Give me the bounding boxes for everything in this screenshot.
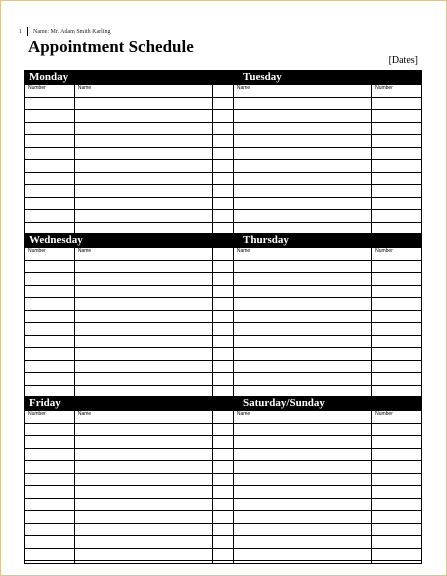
separator-cell — [213, 423, 234, 436]
number-cell-right[interactable] — [372, 210, 422, 223]
number-cell-right[interactable] — [372, 486, 422, 499]
name-cell-right[interactable] — [233, 511, 371, 524]
separator-cell — [213, 511, 234, 524]
table-row — [25, 197, 422, 210]
separator-cell — [213, 448, 234, 461]
column-header-number-right: Number — [372, 248, 422, 261]
name-cell-right[interactable] — [233, 498, 371, 511]
separator-cell — [213, 548, 234, 561]
table-row — [25, 298, 422, 311]
table-row — [25, 360, 422, 373]
footer-cell — [372, 561, 422, 564]
name-cell-right[interactable] — [233, 436, 371, 449]
number-cell-right[interactable] — [372, 473, 422, 486]
number-cell-left[interactable] — [25, 348, 75, 361]
table-row — [25, 348, 422, 361]
number-cell-right[interactable] — [372, 548, 422, 561]
table-row — [25, 423, 422, 436]
schedule-block-friday-weekend — [24, 396, 422, 564]
separator-cell — [213, 373, 234, 386]
name-cell-left[interactable] — [74, 523, 212, 536]
table-footer-row — [25, 561, 422, 564]
name-cell-left[interactable] — [74, 97, 212, 110]
table-row — [25, 523, 422, 536]
separator-cell — [213, 210, 234, 223]
name-cell-right[interactable] — [233, 185, 371, 198]
separator-cell — [213, 273, 234, 286]
name-cell-right[interactable] — [233, 110, 371, 123]
table-header-row — [25, 248, 422, 261]
table-row — [25, 448, 422, 461]
number-cell-left[interactable] — [25, 185, 75, 198]
table-row — [25, 323, 422, 336]
column-header-number-left: Number — [25, 85, 75, 98]
separator-cell — [213, 298, 234, 311]
number-cell-right[interactable] — [372, 523, 422, 536]
day-header-bar — [24, 233, 422, 247]
number-cell-right[interactable] — [372, 335, 422, 348]
number-cell-left[interactable] — [25, 310, 75, 323]
name-cell-right[interactable] — [233, 197, 371, 210]
table-row — [25, 147, 422, 160]
separator-cell — [213, 85, 234, 98]
name-cell-right[interactable] — [233, 285, 371, 298]
number-cell-left[interactable] — [25, 135, 75, 148]
table-row — [25, 273, 422, 286]
number-cell-left[interactable] — [25, 110, 75, 123]
name-cell-left[interactable] — [74, 298, 212, 311]
table-row — [25, 335, 422, 348]
table-row — [25, 172, 422, 185]
separator-cell — [213, 360, 234, 373]
name-cell-right[interactable] — [233, 147, 371, 160]
name-cell-left[interactable] — [74, 436, 212, 449]
name-cell-right[interactable] — [233, 448, 371, 461]
number-cell-right[interactable] — [372, 310, 422, 323]
number-cell-left[interactable] — [25, 548, 75, 561]
name-cell-left[interactable] — [74, 473, 212, 486]
number-cell-left[interactable] — [25, 448, 75, 461]
column-header-name-left: Name — [74, 248, 212, 261]
name-cell-left[interactable] — [74, 360, 212, 373]
footer-cell — [25, 561, 75, 564]
column-header-name-left: Name — [74, 85, 212, 98]
separator-cell — [213, 285, 234, 298]
table-row — [25, 548, 422, 561]
separator-cell — [213, 248, 234, 261]
table-row — [25, 373, 422, 386]
separator-cell — [213, 348, 234, 361]
name-cell-right[interactable] — [233, 210, 371, 223]
number-cell-right[interactable] — [372, 360, 422, 373]
name-cell-right[interactable] — [233, 310, 371, 323]
number-cell-left[interactable] — [25, 285, 75, 298]
name-cell-left[interactable] — [74, 335, 212, 348]
number-cell-left[interactable] — [25, 473, 75, 486]
number-cell-left[interactable] — [25, 298, 75, 311]
number-cell-right[interactable] — [372, 197, 422, 210]
number-cell-right[interactable] — [372, 536, 422, 549]
page-title[interactable]: Appointment Schedule — [28, 37, 194, 56]
column-header-name-right: Name — [233, 411, 371, 424]
number-cell-right[interactable] — [372, 97, 422, 110]
number-cell-left[interactable] — [25, 160, 75, 173]
number-cell-right[interactable] — [372, 122, 422, 135]
separator-cell — [213, 122, 234, 135]
table-row — [25, 498, 422, 511]
separator-cell — [213, 323, 234, 336]
table-row — [25, 461, 422, 474]
number-cell-left[interactable] — [25, 210, 75, 223]
page-number: 1 — [19, 28, 22, 35]
name-cell-right[interactable] — [233, 335, 371, 348]
table-row — [25, 135, 422, 148]
name-cell-right[interactable] — [233, 273, 371, 286]
separator-cell — [213, 473, 234, 486]
table-row — [25, 210, 422, 223]
day-label-right: Thursday — [243, 234, 289, 246]
name-cell-right[interactable] — [233, 536, 371, 549]
number-cell-right[interactable] — [372, 298, 422, 311]
name-cell-left[interactable] — [74, 160, 212, 173]
schedule-block-wednesday-thursday — [24, 233, 422, 401]
separator-cell — [213, 461, 234, 474]
name-cell-right[interactable] — [233, 122, 371, 135]
number-cell-right[interactable] — [372, 160, 422, 173]
table-row — [25, 185, 422, 198]
header-divider — [27, 27, 28, 36]
number-cell-left[interactable] — [25, 461, 75, 474]
separator-cell — [213, 436, 234, 449]
name-cell-left[interactable] — [74, 260, 212, 273]
separator-cell — [213, 160, 234, 173]
name-cell-left[interactable] — [74, 373, 212, 386]
number-cell-left[interactable] — [25, 511, 75, 524]
number-cell-left[interactable] — [25, 335, 75, 348]
footer-cell — [233, 561, 371, 564]
appointment-table — [24, 84, 422, 238]
number-cell-left[interactable] — [25, 436, 75, 449]
name-cell-right[interactable] — [233, 486, 371, 499]
column-header-number-left: Number — [25, 248, 75, 261]
separator-cell — [213, 310, 234, 323]
name-cell-left[interactable] — [74, 348, 212, 361]
number-cell-right[interactable] — [372, 511, 422, 524]
name-cell-right[interactable] — [233, 523, 371, 536]
name-cell-right[interactable] — [233, 373, 371, 386]
number-cell-right[interactable] — [372, 323, 422, 336]
footer-cell — [213, 561, 234, 564]
number-cell-right[interactable] — [372, 185, 422, 198]
name-line[interactable]: Name: Mr. Adam Smith Karling — [33, 28, 111, 35]
table-row — [25, 536, 422, 549]
name-header — [19, 27, 111, 36]
number-cell-right[interactable] — [372, 260, 422, 273]
appointment-table — [24, 247, 422, 401]
separator-cell — [213, 536, 234, 549]
name-cell-left[interactable] — [74, 461, 212, 474]
name-cell-right[interactable] — [233, 260, 371, 273]
table-row — [25, 260, 422, 273]
separator-cell — [213, 185, 234, 198]
name-cell-left[interactable] — [74, 185, 212, 198]
number-cell-left[interactable] — [25, 122, 75, 135]
number-cell-right[interactable] — [372, 172, 422, 185]
table-row — [25, 436, 422, 449]
name-cell-left[interactable] — [74, 536, 212, 549]
number-cell-left[interactable] — [25, 423, 75, 436]
name-cell-left[interactable] — [74, 135, 212, 148]
number-cell-left[interactable] — [25, 373, 75, 386]
number-cell-left[interactable] — [25, 486, 75, 499]
column-header-name-left: Name — [74, 411, 212, 424]
name-cell-left[interactable] — [74, 122, 212, 135]
column-header-name-right: Name — [233, 85, 371, 98]
name-cell-left[interactable] — [74, 285, 212, 298]
day-header-bar — [24, 70, 422, 84]
table-row — [25, 285, 422, 298]
table-row — [25, 511, 422, 524]
footer-cell — [74, 561, 212, 564]
table-header-row — [25, 85, 422, 98]
name-cell-left[interactable] — [74, 172, 212, 185]
day-label-right: Saturday/Sunday — [243, 397, 325, 409]
name-cell-right[interactable] — [233, 135, 371, 148]
column-header-name-right: Name — [233, 248, 371, 261]
name-cell-right[interactable] — [233, 360, 371, 373]
table-row — [25, 110, 422, 123]
separator-cell — [213, 523, 234, 536]
day-label-left: Monday — [29, 71, 69, 83]
name-cell-left[interactable] — [74, 511, 212, 524]
number-cell-left[interactable] — [25, 273, 75, 286]
number-cell-left[interactable] — [25, 260, 75, 273]
number-cell-left[interactable] — [25, 323, 75, 336]
number-cell-right[interactable] — [372, 436, 422, 449]
name-cell-right[interactable] — [233, 323, 371, 336]
number-cell-right[interactable] — [372, 285, 422, 298]
day-label-right: Tuesday — [243, 71, 282, 83]
number-cell-right[interactable] — [372, 348, 422, 361]
number-cell-right[interactable] — [372, 461, 422, 474]
separator-cell — [213, 147, 234, 160]
day-label-left: Friday — [29, 397, 61, 409]
number-cell-left[interactable] — [25, 523, 75, 536]
separator-cell — [213, 97, 234, 110]
number-cell-left[interactable] — [25, 536, 75, 549]
name-cell-left[interactable] — [74, 548, 212, 561]
name-cell-left[interactable] — [74, 210, 212, 223]
separator-cell — [213, 135, 234, 148]
name-cell-right[interactable] — [233, 172, 371, 185]
name-cell-left[interactable] — [74, 486, 212, 499]
number-cell-right[interactable] — [372, 273, 422, 286]
name-cell-left[interactable] — [74, 147, 212, 160]
name-cell-right[interactable] — [233, 348, 371, 361]
number-cell-left[interactable] — [25, 498, 75, 511]
number-cell-right[interactable] — [372, 498, 422, 511]
name-cell-left[interactable] — [74, 448, 212, 461]
table-row — [25, 160, 422, 173]
separator-cell — [213, 486, 234, 499]
day-label-left: Wednesday — [29, 234, 83, 246]
name-cell-right[interactable] — [233, 473, 371, 486]
number-cell-left[interactable] — [25, 360, 75, 373]
number-cell-right[interactable] — [372, 448, 422, 461]
number-cell-right[interactable] — [372, 147, 422, 160]
table-row — [25, 97, 422, 110]
dates-field[interactable]: [Dates] — [388, 55, 418, 66]
name-cell-right[interactable] — [233, 548, 371, 561]
number-cell-left[interactable] — [25, 197, 75, 210]
name-cell-left[interactable] — [74, 273, 212, 286]
separator-cell — [213, 335, 234, 348]
separator-cell — [213, 110, 234, 123]
separator-cell — [213, 197, 234, 210]
name-cell-right[interactable] — [233, 298, 371, 311]
number-cell-left[interactable] — [25, 147, 75, 160]
table-row — [25, 473, 422, 486]
separator-cell — [213, 260, 234, 273]
number-cell-left[interactable] — [25, 172, 75, 185]
table-row — [25, 486, 422, 499]
name-cell-right[interactable] — [233, 160, 371, 173]
separator-cell — [213, 498, 234, 511]
day-header-bar — [24, 396, 422, 410]
name-cell-left[interactable] — [74, 110, 212, 123]
column-header-number-left: Number — [25, 411, 75, 424]
column-header-number-right: Number — [372, 85, 422, 98]
appointment-table — [24, 410, 422, 564]
number-cell-right[interactable] — [372, 423, 422, 436]
column-header-number-right: Number — [372, 411, 422, 424]
number-cell-right[interactable] — [372, 110, 422, 123]
separator-cell — [213, 411, 234, 424]
schedule-block-monday-tuesday — [24, 70, 422, 238]
table-row — [25, 122, 422, 135]
number-cell-left[interactable] — [25, 97, 75, 110]
number-cell-right[interactable] — [372, 135, 422, 148]
name-cell-right[interactable] — [233, 423, 371, 436]
separator-cell — [213, 172, 234, 185]
name-cell-left[interactable] — [74, 423, 212, 436]
name-cell-right[interactable] — [233, 461, 371, 474]
name-cell-left[interactable] — [74, 197, 212, 210]
number-cell-right[interactable] — [372, 373, 422, 386]
name-cell-left[interactable] — [74, 310, 212, 323]
table-row — [25, 310, 422, 323]
name-cell-left[interactable] — [74, 498, 212, 511]
name-cell-left[interactable] — [74, 323, 212, 336]
table-header-row — [25, 411, 422, 424]
name-cell-right[interactable] — [233, 97, 371, 110]
